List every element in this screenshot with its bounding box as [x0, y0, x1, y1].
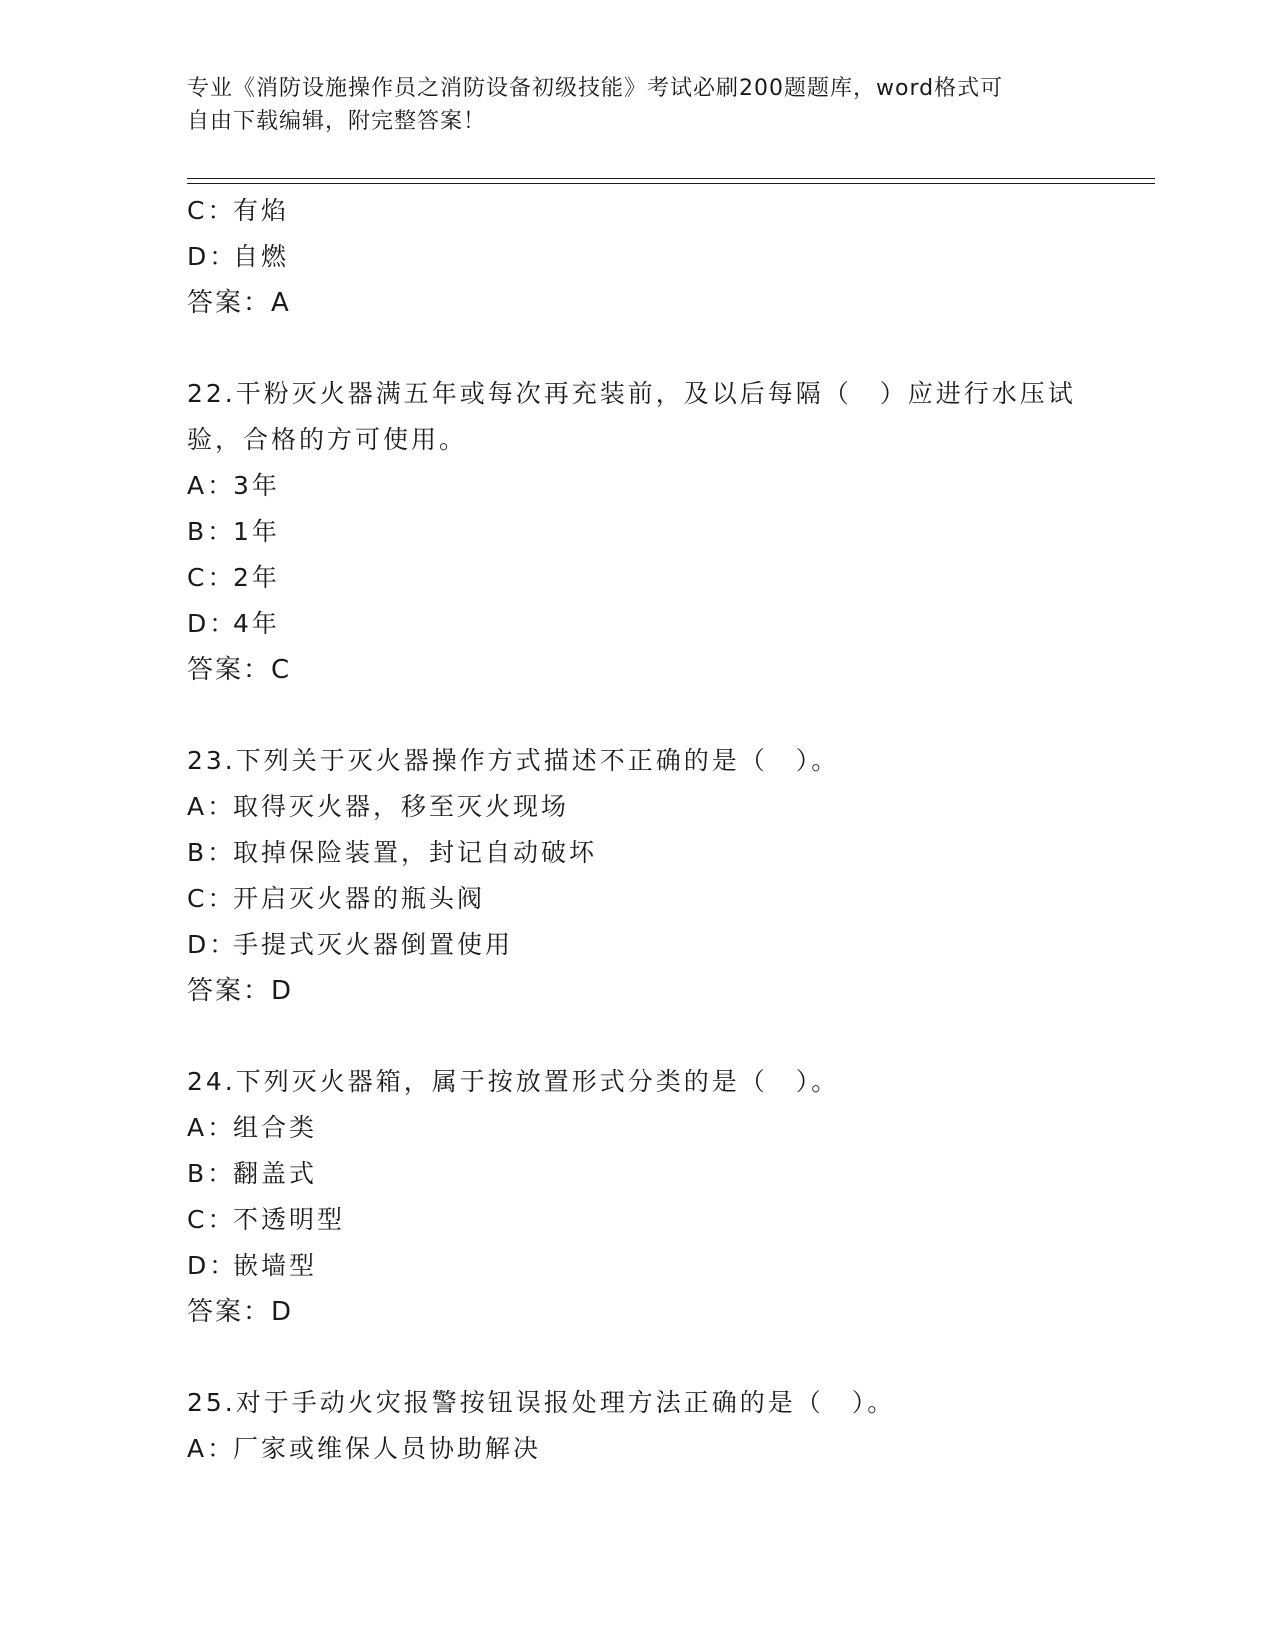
- option-key: A：: [187, 792, 236, 821]
- header-title-line-1: 专业《消防设施操作员之消防设备初级技能》考试必刷200题题库，word格式可: [187, 76, 1004, 101]
- option-item: [187, 876, 1087, 922]
- option-key: A：: [187, 1113, 236, 1142]
- question-stem: 24.下列灭火器箱，属于按放置形式分类的是（ ）。: [187, 1067, 840, 1096]
- spacer: [187, 1014, 1087, 1059]
- option-item: [187, 1426, 1087, 1472]
- spacer: [187, 1335, 1087, 1380]
- option-key: A：: [187, 471, 236, 500]
- option-key: B：: [187, 1159, 236, 1188]
- option-item: [187, 601, 1087, 647]
- option-text: 嵌墙型: [233, 1251, 318, 1280]
- answer-line: 答案：C: [187, 655, 292, 685]
- option-item: [187, 1197, 1087, 1243]
- answer-line: 答案：A: [187, 288, 291, 318]
- option-text: 取掉保险装置，封记自动破坏: [233, 838, 598, 867]
- option-text: 手提式灭火器倒置使用: [233, 930, 514, 959]
- option-item: [187, 830, 1087, 876]
- option-text: 不透明型: [233, 1205, 346, 1234]
- header-title-line-2: 自由下载编辑，附完整答案！: [187, 109, 487, 134]
- answer-line: 答案：D: [187, 976, 294, 1006]
- spacer: [187, 326, 1087, 371]
- option-item: [187, 1151, 1087, 1197]
- header-divider-top: [187, 178, 1155, 179]
- answer-line: 答案：D: [187, 1297, 294, 1327]
- option-key: C：: [187, 563, 236, 592]
- option-item: [187, 234, 1087, 280]
- question-stem: 22.干粉灭火器满五年或每次再充装前，及以后每隔（ ）应进行水压试验，合格的方可使用。: [187, 379, 1076, 454]
- option-key: C：: [187, 884, 236, 913]
- question-stem: 23.下列关于灭火器操作方式描述不正确的是（ ）。: [187, 746, 840, 775]
- option-text: 厂家或维保人员协助解决: [233, 1434, 542, 1463]
- option-text: 有焰: [233, 196, 290, 225]
- question-list: [187, 188, 1087, 1472]
- option-key: D：: [187, 1251, 238, 1280]
- option-item: [187, 784, 1087, 830]
- option-item: [187, 922, 1087, 968]
- option-key: C：: [187, 196, 236, 225]
- option-text: 自燃: [233, 242, 290, 271]
- header-divider-bottom: [187, 183, 1155, 184]
- option-item: [187, 463, 1087, 509]
- option-text: 3年: [233, 471, 280, 500]
- option-text: 开启灭火器的瓶头阀: [233, 884, 486, 913]
- option-item: [187, 555, 1087, 601]
- option-item: [187, 188, 1087, 234]
- option-text: 翻盖式: [233, 1159, 318, 1188]
- option-item: [187, 509, 1087, 555]
- option-text: 4年: [233, 609, 280, 638]
- document-header: [187, 72, 1087, 138]
- option-item: [187, 1243, 1087, 1289]
- option-text: 组合类: [233, 1113, 318, 1142]
- option-key: D：: [187, 930, 238, 959]
- option-key: A：: [187, 1434, 236, 1463]
- option-key: C：: [187, 1205, 236, 1234]
- spacer: [187, 693, 1087, 738]
- option-text: 2年: [233, 563, 280, 592]
- option-key: D：: [187, 609, 238, 638]
- option-item: [187, 1105, 1087, 1151]
- option-key: B：: [187, 517, 236, 546]
- option-key: D：: [187, 242, 238, 271]
- option-text: 1年: [233, 517, 280, 546]
- option-text: 取得灭火器，移至灭火现场: [233, 792, 570, 821]
- question-stem: 25.对于手动火灾报警按钮误报处理方法正确的是（ ）。: [187, 1388, 896, 1417]
- option-key: B：: [187, 838, 236, 867]
